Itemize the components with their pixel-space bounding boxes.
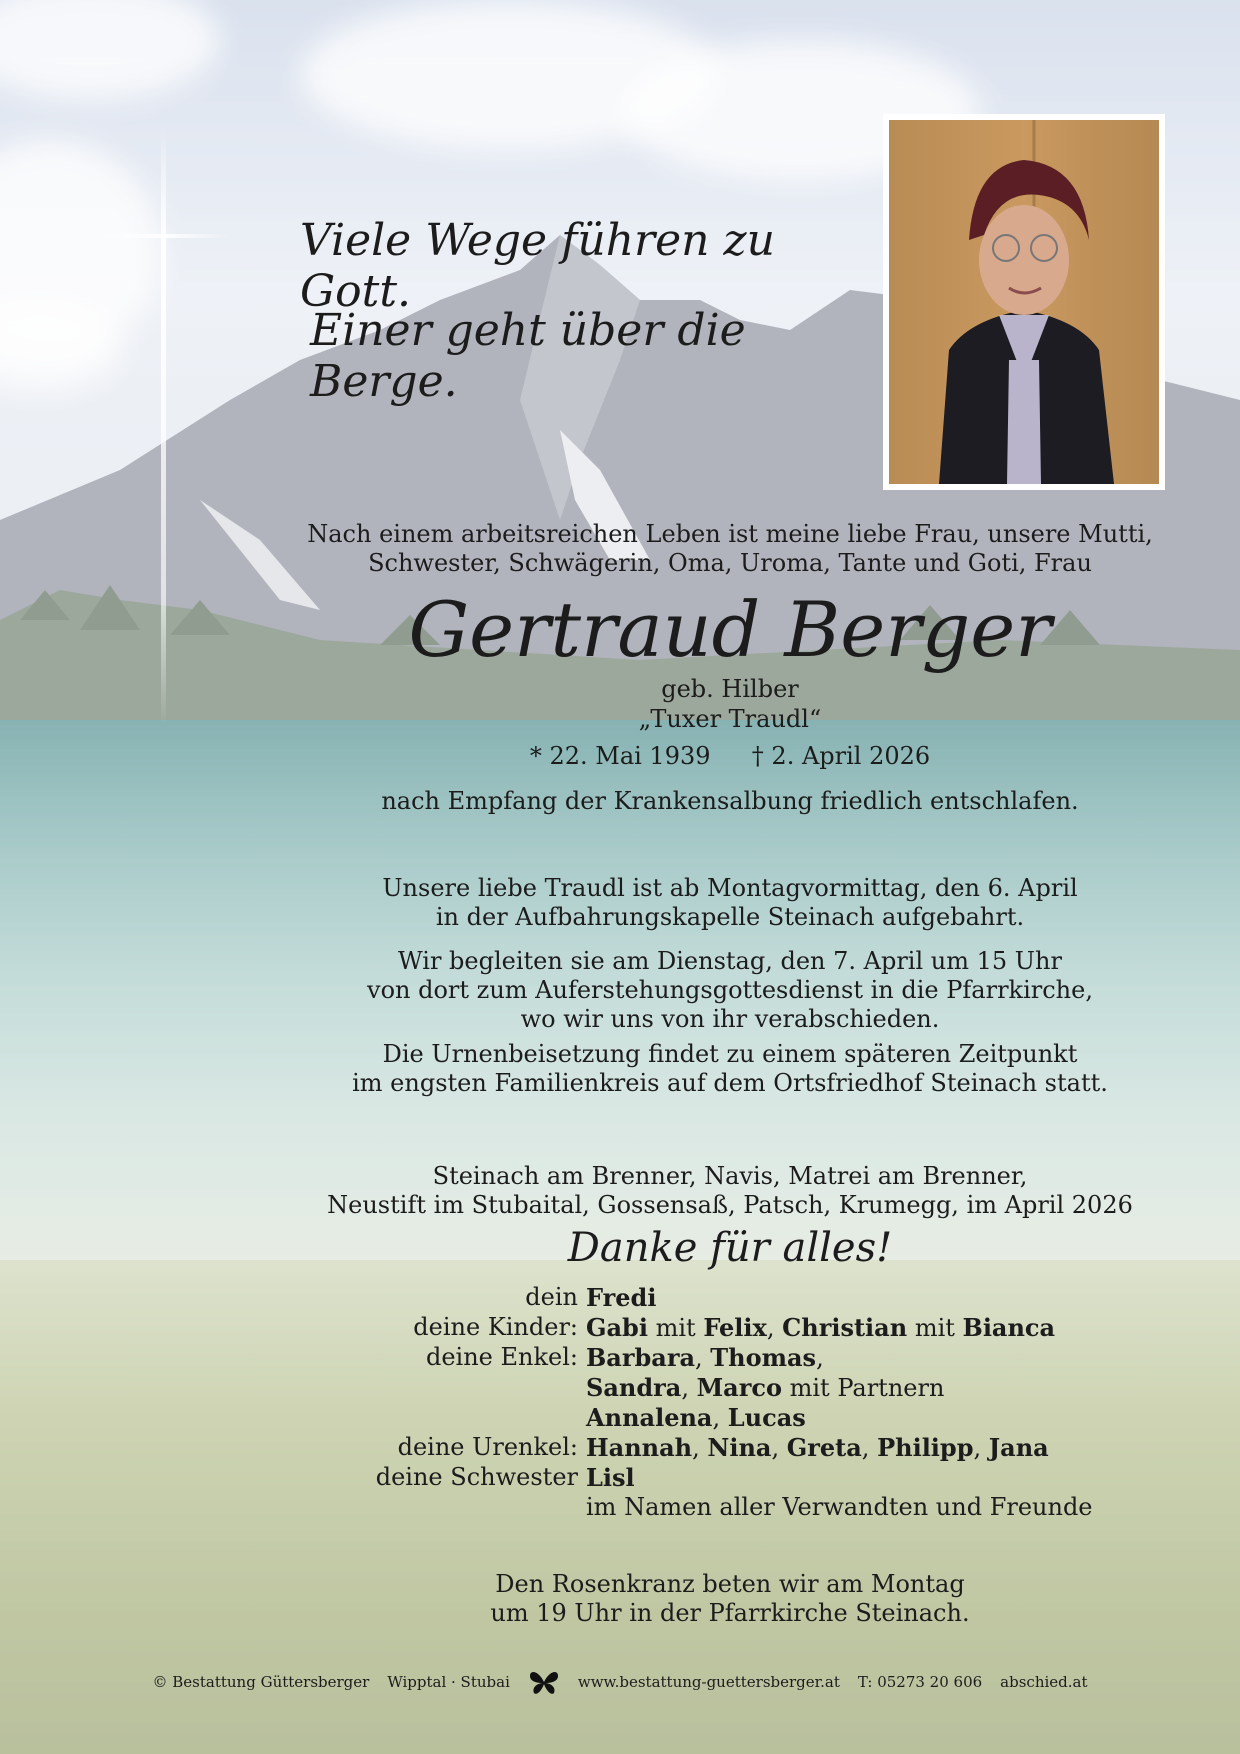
mourner-names [586, 1463, 635, 1493]
mourner-row [300, 1373, 1200, 1403]
mourner-label: deine Kinder: [413, 1313, 578, 1341]
mourner-name: Lucas [727, 1403, 806, 1432]
mourner-label: deine Schwester [375, 1463, 578, 1491]
mourner-name: Christian [782, 1313, 908, 1342]
mourner-names [586, 1343, 824, 1373]
nickname: „Tuxer Traudl“ [638, 705, 822, 733]
connector: , [766, 1314, 775, 1342]
cross-icon [95, 234, 230, 238]
connector: mit [914, 1314, 955, 1342]
connector: , [681, 1374, 689, 1402]
footer-portal[interactable]: abschied.at [1000, 1673, 1088, 1691]
lying-in-state-text [300, 874, 1160, 932]
text-line: Neustift im Stubaital, Gossensaß, Patsch, Krumegg, im April 2026 [327, 1191, 1133, 1219]
text-line: wo wir uns von ihr verabschieden. [520, 1005, 940, 1033]
mourner-names [586, 1403, 806, 1433]
connector: , [816, 1344, 824, 1372]
footer-copyright: © Bestattung Güttersberger [152, 1673, 370, 1691]
text-line: um 19 Uhr in der Pfarrkirche Steinach. [490, 1599, 970, 1627]
mourner-row [300, 1433, 1200, 1463]
life-dates [430, 742, 1030, 771]
rosary-text [400, 1570, 1060, 1628]
intro-line: Schwester, Schwägerin, Oma, Uroma, Tante und Goti, Frau [368, 549, 1092, 577]
connector: , [692, 1434, 700, 1462]
mourner-name: Jana [988, 1433, 1049, 1462]
connector: , [771, 1434, 780, 1462]
mourner-names [586, 1433, 1049, 1463]
intro-text [260, 520, 1200, 578]
quote-line-1: Viele Wege führen zu Gott. [300, 215, 775, 317]
mourner-name: Hannah [586, 1433, 693, 1462]
thanks-heading: Danke für alles! [567, 1225, 893, 1271]
mourner-row [300, 1343, 1200, 1373]
portrait-image [889, 120, 1159, 484]
connector: , [973, 1434, 982, 1462]
footer-region: Wipptal · Stubai [387, 1673, 510, 1691]
funeral-service-text [300, 947, 1160, 1034]
text-line: im engsten Familienkreis auf dem Ortsfriedhof Steinach statt. [352, 1069, 1108, 1097]
mourner-label: dein [525, 1283, 578, 1311]
mourner-label: deine Urenkel: [397, 1433, 578, 1461]
quote-line-2: Einer geht über die Berge. [310, 305, 746, 407]
mourner-name: Philipp [877, 1433, 974, 1462]
text-line: in der Aufbahrungskapelle Steinach aufgebahrt. [435, 903, 1025, 931]
mourner-name: Greta [786, 1433, 862, 1462]
mourner-name: Marco [696, 1373, 782, 1402]
urn-burial-text [300, 1040, 1160, 1098]
butterfly-icon [528, 1668, 560, 1696]
mourner-names [586, 1283, 656, 1313]
death-date: † 2. April 2026 [751, 742, 931, 770]
connector: mit [655, 1314, 696, 1342]
connector: , [861, 1434, 870, 1462]
portrait-photo [883, 114, 1165, 490]
mourner-name: Bianca [962, 1313, 1056, 1342]
connector: , [695, 1344, 703, 1372]
mourner-row [300, 1403, 1200, 1433]
intro-line: Nach einem arbeitsreichen Leben ist meine liebe Frau, unsere Mutti, [307, 520, 1153, 548]
mourner-name: Annalena [586, 1403, 713, 1432]
mourner-name: Lisl [586, 1463, 635, 1492]
birth-name: geb. Hilber [661, 675, 799, 703]
mourners-list [300, 1283, 1200, 1522]
text-line: Den Rosenkranz beten wir am Montag [495, 1570, 965, 1598]
passing-text: nach Empfang der Krankensalbung friedlich entschlafen. [381, 787, 1079, 815]
mourner-name: Felix [703, 1313, 767, 1342]
footer-phone: T: 05273 20 606 [857, 1673, 983, 1691]
footer [150, 1668, 1090, 1696]
deceased-name: Gertraud Berger [408, 585, 1052, 674]
text-line: Die Urnenbeisetzung findet zu einem späteren Zeitpunkt [382, 1040, 1078, 1068]
mourner-name: Barbara [586, 1343, 696, 1372]
text-line: von dort zum Auferstehungsgottesdienst in die Pfarrkirche, [367, 976, 1093, 1004]
text-line: Unsere liebe Traudl ist ab Montagvormittag, den 6. April [382, 874, 1078, 902]
mourner-names [586, 1373, 944, 1403]
mourner-name: Fredi [586, 1283, 657, 1312]
mourner-row [300, 1463, 1200, 1493]
mourner-name: Nina [707, 1433, 772, 1462]
mourner-label: deine Enkel: [425, 1343, 578, 1371]
connector: mit Partnern [789, 1374, 945, 1402]
text-line: Steinach am Brenner, Navis, Matrei am Brenner, [432, 1162, 1028, 1190]
connector: , [712, 1404, 721, 1432]
places-and-date [250, 1162, 1210, 1220]
mourners-closing: im Namen aller Verwandten und Freunde [586, 1493, 1093, 1521]
mourner-name: Sandra [586, 1373, 682, 1402]
mourner-name: Gabi [586, 1313, 648, 1342]
mourner-row [300, 1283, 1200, 1313]
portrait-figure [889, 120, 1159, 484]
mourner-name: Thomas [710, 1343, 817, 1372]
footer-website[interactable]: www.bestattung-guettersberger.at [577, 1673, 840, 1691]
birth-date: * 22. Mai 1939 [529, 742, 711, 770]
text-line: Wir begleiten sie am Dienstag, den 7. April um 15 Uhr [398, 947, 1062, 975]
mourner-names [586, 1313, 1055, 1343]
mourner-row [300, 1493, 1200, 1522]
mourner-row [300, 1313, 1200, 1343]
cross-icon [161, 125, 166, 725]
